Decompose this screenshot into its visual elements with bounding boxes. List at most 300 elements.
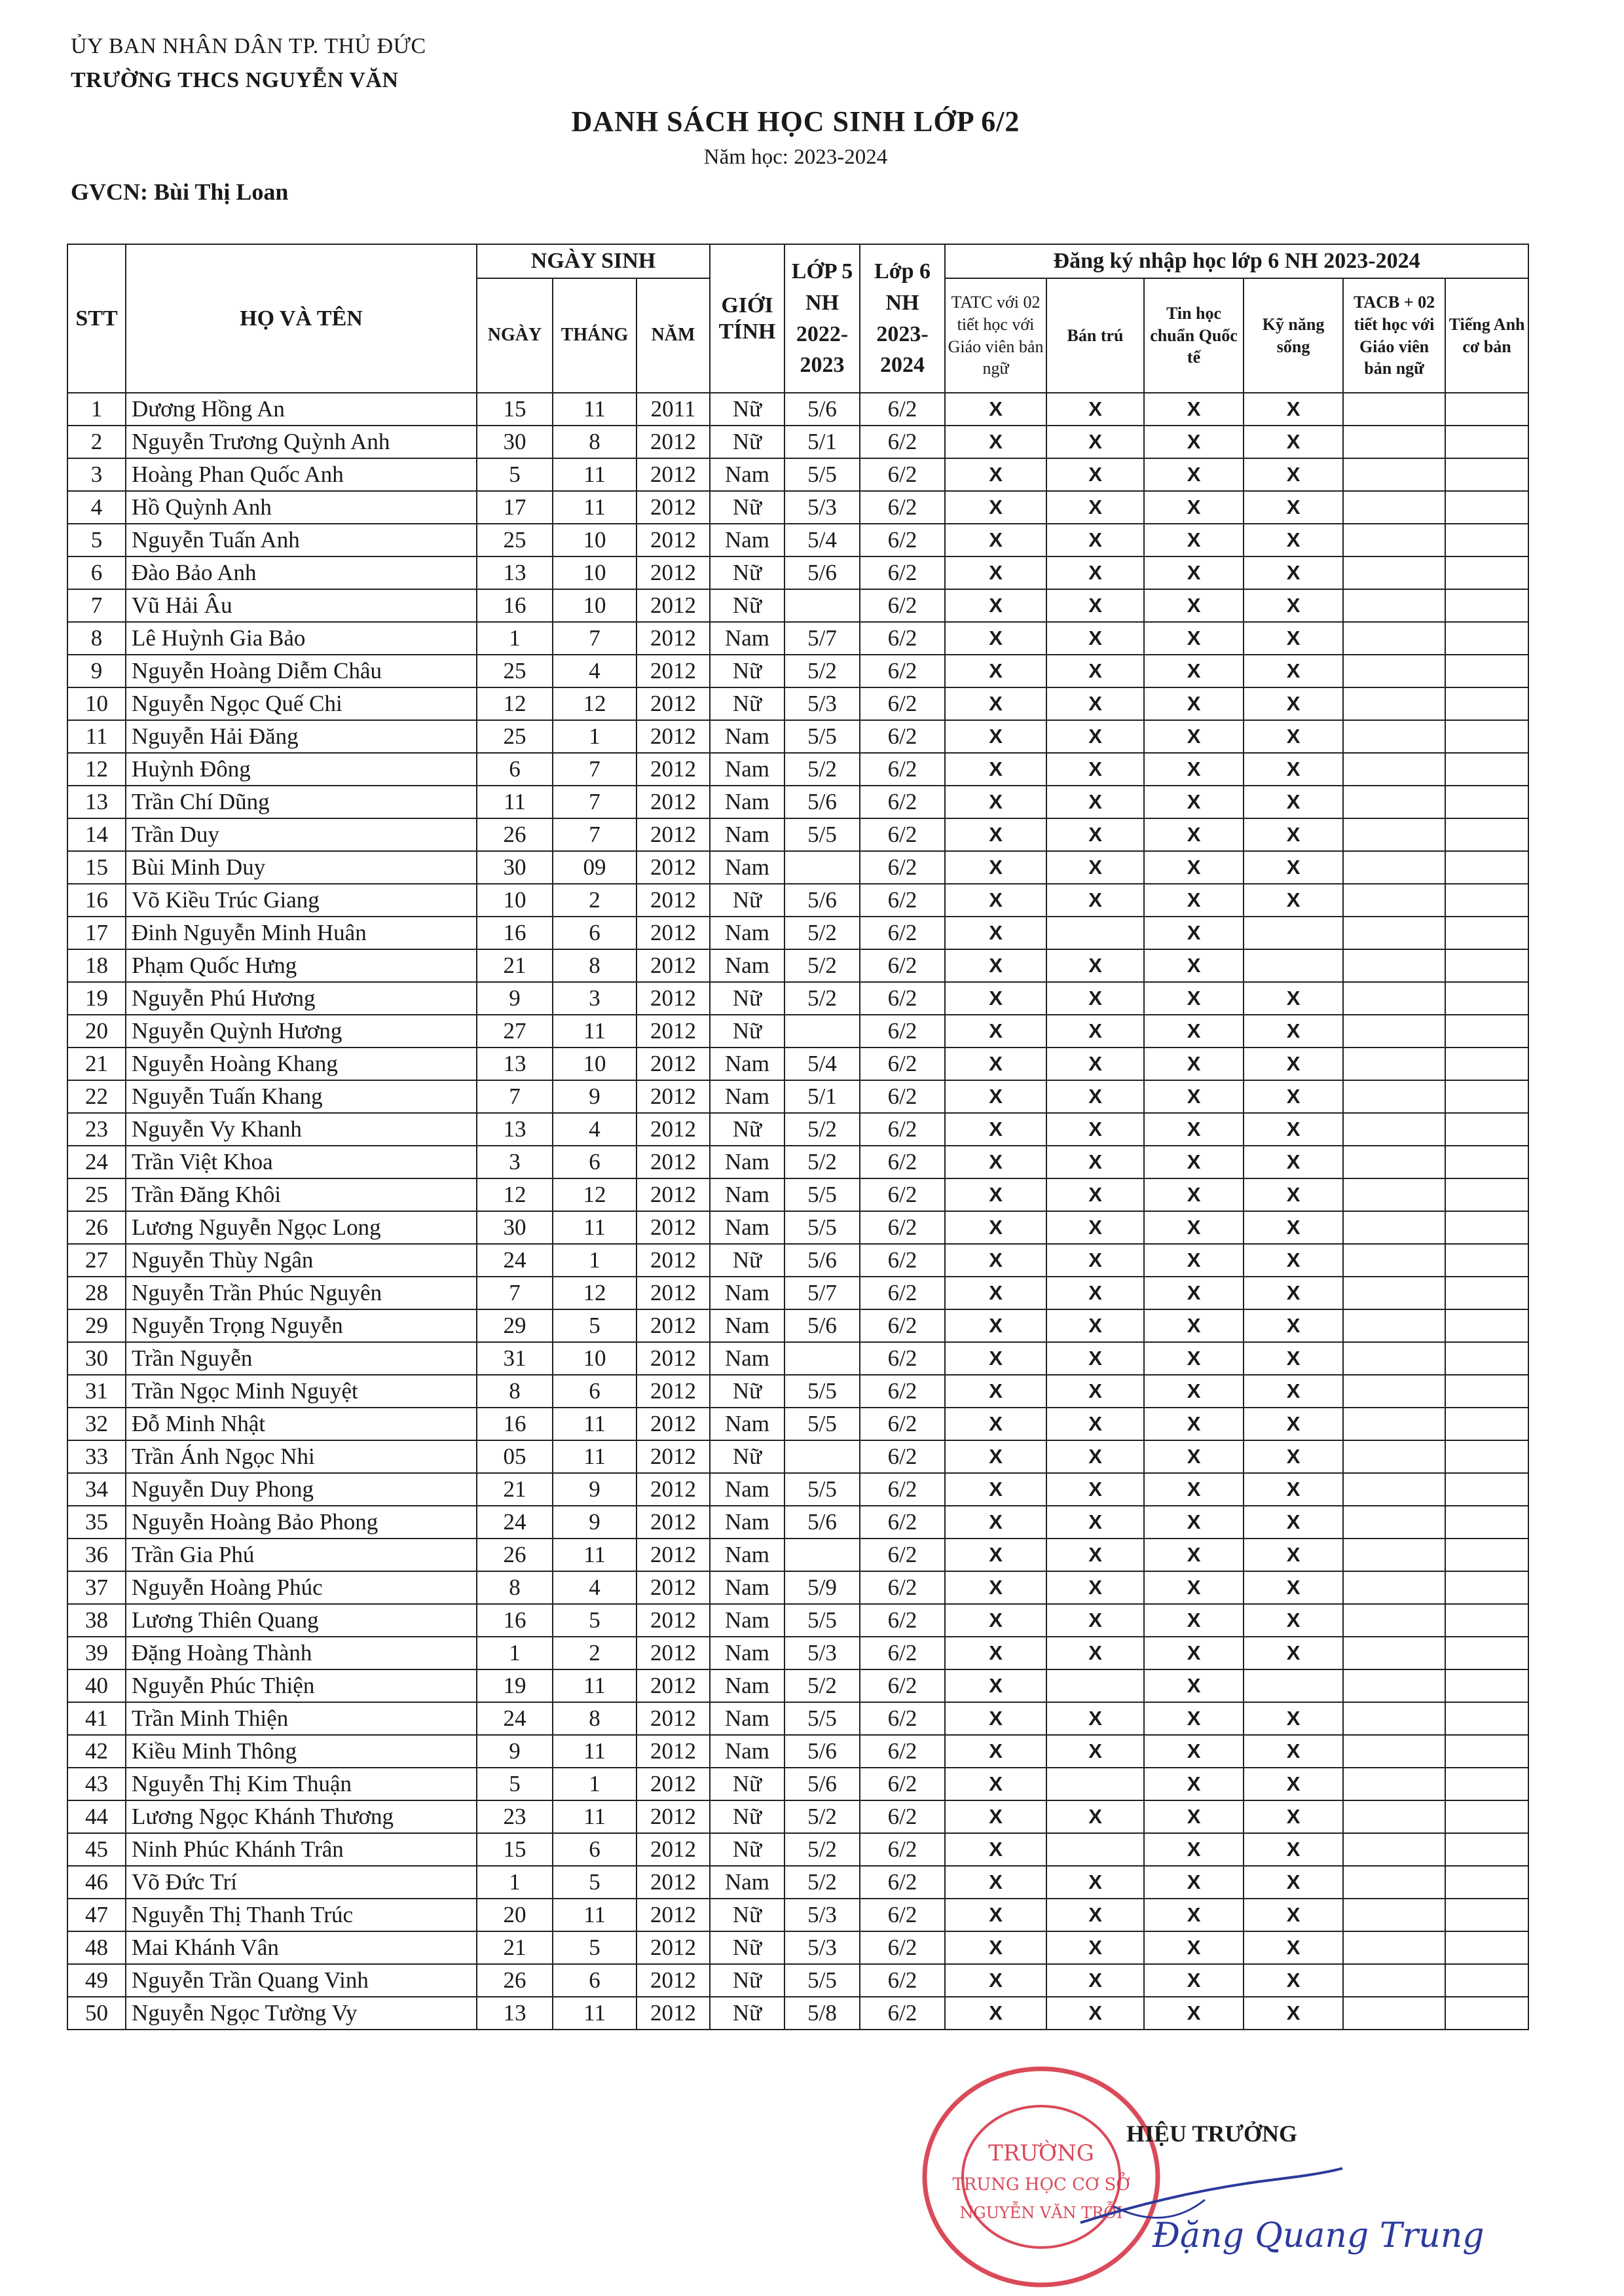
cell-class6: 6/2 [860,982,945,1015]
cell-gender: Nữ [710,982,784,1015]
cell-gender: Nữ [710,655,784,687]
cell-class6: 6/2 [860,556,945,589]
cell-kynang: X [1244,1506,1343,1539]
cell-name: Trần Ánh Ngọc Nhi [126,1440,477,1473]
cell-class6: 6/2 [860,851,945,884]
cell-class5 [784,1539,860,1571]
cell-tinhoc: X [1144,1244,1244,1277]
cell-year: 2012 [637,1440,710,1473]
cell-gender: Nam [710,949,784,982]
cell-tacb [1343,458,1445,491]
table-row [67,1309,1528,1342]
cell-class5: 5/5 [784,458,860,491]
cell-kynang: X [1244,1080,1343,1113]
table-row [67,1506,1528,1539]
cell-kynang: X [1244,1604,1343,1637]
cell-tacoban [1445,687,1528,720]
cell-month: 9 [553,1080,637,1113]
cell-tacb [1343,1571,1445,1604]
cell-tatc: X [945,1899,1046,1931]
cell-bantru: X [1046,589,1144,622]
cell-stt: 8 [67,622,126,655]
cell-tacoban [1445,1342,1528,1375]
cell-class5: 5/2 [784,917,860,949]
cell-bantru: X [1046,1604,1144,1637]
cell-class5: 5/5 [784,1604,860,1637]
cell-tacb [1343,1408,1445,1440]
cell-tatc: X [945,491,1046,524]
cell-tacoban [1445,1146,1528,1178]
cell-tacb [1343,1637,1445,1669]
cell-year: 2012 [637,1342,710,1375]
cell-tinhoc: X [1144,1506,1244,1539]
cell-month: 12 [553,1277,637,1309]
table-row [67,1342,1528,1375]
cell-tinhoc: X [1144,1833,1244,1866]
cell-month: 10 [553,1048,637,1080]
cell-name: Mai Khánh Vân [126,1931,477,1964]
cell-bantru: X [1046,524,1144,556]
cell-tacb [1343,426,1445,458]
cell-day: 15 [477,1833,553,1866]
cell-tatc: X [945,1473,1046,1506]
cell-tacb [1343,720,1445,753]
cell-year: 2012 [637,1473,710,1506]
cell-stt: 15 [67,851,126,884]
cell-class6: 6/2 [860,949,945,982]
cell-class6: 6/2 [860,1833,945,1866]
cell-name: Nguyễn Phú Hương [126,982,477,1015]
cell-year: 2012 [637,1604,710,1637]
table-row [67,1375,1528,1408]
cell-gender: Nữ [710,1768,784,1800]
cell-class6: 6/2 [860,884,945,917]
cell-tatc: X [945,1669,1046,1702]
cell-month: 12 [553,1178,637,1211]
cell-bantru: X [1046,655,1144,687]
cell-tacoban [1445,426,1528,458]
table-row [67,1113,1528,1146]
cell-class5: 5/6 [784,786,860,818]
cell-tatc: X [945,1211,1046,1244]
cell-month: 3 [553,982,637,1015]
cell-year: 2012 [637,1735,710,1768]
cell-tinhoc: X [1144,1735,1244,1768]
cell-day: 7 [477,1080,553,1113]
cell-class5: 5/4 [784,524,860,556]
cell-tatc: X [945,655,1046,687]
cell-kynang [1244,949,1343,982]
cell-bantru: X [1046,1571,1144,1604]
cell-tacb [1343,1015,1445,1048]
cell-bantru: X [1046,786,1144,818]
cell-kynang: X [1244,458,1343,491]
cell-class5: 5/2 [784,655,860,687]
cell-tatc: X [945,1015,1046,1048]
cell-stt: 33 [67,1440,126,1473]
cell-tatc: X [945,1604,1046,1637]
cell-tinhoc: X [1144,1440,1244,1473]
header-tacoban: Tiếng Anh cơ bản [1445,278,1528,393]
cell-kynang: X [1244,1244,1343,1277]
cell-stt: 48 [67,1931,126,1964]
cell-year: 2012 [637,1964,710,1997]
cell-tacoban [1445,949,1528,982]
cell-kynang: X [1244,1768,1343,1800]
cell-class6: 6/2 [860,1408,945,1440]
cell-tacb [1343,1113,1445,1146]
cell-gender: Nam [710,524,784,556]
cell-stt: 27 [67,1244,126,1277]
table-row [67,949,1528,982]
cell-gender: Nữ [710,687,784,720]
cell-stt: 36 [67,1539,126,1571]
cell-day: 16 [477,1408,553,1440]
cell-name: Nguyễn Ngọc Tường Vy [126,1997,477,2030]
cell-year: 2012 [637,884,710,917]
cell-class6: 6/2 [860,1702,945,1735]
cell-year: 2012 [637,1833,710,1866]
cell-tatc: X [945,458,1046,491]
cell-tinhoc: X [1144,1997,1244,2030]
cell-class5: 5/1 [784,426,860,458]
cell-tacoban [1445,1571,1528,1604]
cell-tacoban [1445,1931,1528,1964]
cell-month: 10 [553,589,637,622]
cell-month: 11 [553,1015,637,1048]
cell-tacoban [1445,720,1528,753]
cell-year: 2012 [637,1244,710,1277]
cell-class6: 6/2 [860,1768,945,1800]
cell-kynang: X [1244,622,1343,655]
cell-tacb [1343,1178,1445,1211]
cell-tacb [1343,1309,1445,1342]
cell-tacoban [1445,1048,1528,1080]
cell-class6: 6/2 [860,1048,945,1080]
cell-month: 4 [553,1571,637,1604]
cell-month: 12 [553,687,637,720]
cell-class5: 5/1 [784,1080,860,1113]
cell-tinhoc: X [1144,1146,1244,1178]
cell-tacb [1343,1342,1445,1375]
cell-tacoban [1445,917,1528,949]
cell-year: 2012 [637,1669,710,1702]
cell-stt: 25 [67,1178,126,1211]
cell-stt: 22 [67,1080,126,1113]
cell-tacb [1343,1931,1445,1964]
cell-bantru: X [1046,1866,1144,1899]
cell-tacb [1343,1833,1445,1866]
cell-class5: 5/5 [784,1178,860,1211]
cell-tacoban [1445,1833,1528,1866]
cell-gender: Nam [710,1178,784,1211]
cell-tacb [1343,1048,1445,1080]
cell-name: Võ Đức Trí [126,1866,477,1899]
cell-gender: Nam [710,1571,784,1604]
cell-stt: 10 [67,687,126,720]
cell-month: 2 [553,884,637,917]
cell-tacoban [1445,491,1528,524]
cell-class5: 5/9 [784,1571,860,1604]
cell-tacb [1343,622,1445,655]
cell-name: Nguyễn Thùy Ngân [126,1244,477,1277]
cell-tacb [1343,589,1445,622]
cell-day: 05 [477,1440,553,1473]
cell-gender: Nữ [710,1899,784,1931]
cell-gender: Nam [710,1146,784,1178]
cell-tatc: X [945,949,1046,982]
cell-month: 11 [553,458,637,491]
cell-name: Bùi Minh Duy [126,851,477,884]
table-row [67,1244,1528,1277]
cell-name: Phạm Quốc Hưng [126,949,477,982]
cell-name: Trần Ngọc Minh Nguyệt [126,1375,477,1408]
cell-tinhoc: X [1144,655,1244,687]
cell-class6: 6/2 [860,655,945,687]
cell-tacb [1343,818,1445,851]
cell-name: Huỳnh Đông [126,753,477,786]
cell-day: 8 [477,1571,553,1604]
cell-tacb [1343,524,1445,556]
cell-tacb [1343,1080,1445,1113]
cell-tatc: X [945,1506,1046,1539]
cell-year: 2012 [637,1571,710,1604]
cell-year: 2012 [637,1309,710,1342]
cell-name: Trần Chí Dũng [126,786,477,818]
cell-day: 9 [477,982,553,1015]
cell-tinhoc: X [1144,949,1244,982]
cell-tinhoc: X [1144,1964,1244,1997]
cell-day: 1 [477,1637,553,1669]
table-row [67,1440,1528,1473]
cell-class6: 6/2 [860,1080,945,1113]
svg-text:TRUNG HỌC CƠ SỞ: TRUNG HỌC CƠ SỞ [952,2175,1130,2195]
cell-tatc: X [945,1735,1046,1768]
cell-stt: 49 [67,1964,126,1997]
table-row [67,687,1528,720]
cell-year: 2012 [637,1048,710,1080]
cell-kynang: X [1244,1277,1343,1309]
cell-month: 8 [553,949,637,982]
cell-year: 2012 [637,556,710,589]
cell-month: 6 [553,1146,637,1178]
cell-bantru: X [1046,1931,1144,1964]
cell-name: Nguyễn Ngọc Quế Chi [126,687,477,720]
cell-name: Lương Nguyễn Ngọc Long [126,1211,477,1244]
cell-bantru: X [1046,1800,1144,1833]
cell-stt: 9 [67,655,126,687]
cell-year: 2012 [637,426,710,458]
school-name: TRƯỜNG THCS NGUYỄN VĂN [71,68,399,92]
cell-day: 24 [477,1702,553,1735]
cell-day: 16 [477,917,553,949]
cell-tinhoc: X [1144,1473,1244,1506]
table-row [67,851,1528,884]
cell-name: Nguyễn Thị Kim Thuận [126,1768,477,1800]
cell-stt: 26 [67,1211,126,1244]
cell-day: 19 [477,1669,553,1702]
cell-day: 29 [477,1309,553,1342]
cell-kynang: X [1244,1702,1343,1735]
table-row [67,1964,1528,1997]
cell-tacb [1343,1244,1445,1277]
cell-class5: 5/6 [784,884,860,917]
cell-name: Nguyễn Tuấn Khang [126,1080,477,1113]
cell-tacoban [1445,1473,1528,1506]
cell-tinhoc: X [1144,884,1244,917]
cell-class6: 6/2 [860,1931,945,1964]
table-row [67,1178,1528,1211]
cell-tatc: X [945,1997,1046,2030]
cell-month: 6 [553,1833,637,1866]
cell-tatc: X [945,982,1046,1015]
cell-gender: Nữ [710,1800,784,1833]
cell-tacb [1343,1669,1445,1702]
cell-tacoban [1445,524,1528,556]
cell-class6: 6/2 [860,1440,945,1473]
cell-day: 20 [477,1899,553,1931]
cell-class6: 6/2 [860,1735,945,1768]
cell-tacb [1343,1997,1445,2030]
cell-kynang: X [1244,1571,1343,1604]
cell-name: Đỗ Minh Nhật [126,1408,477,1440]
cell-day: 21 [477,949,553,982]
cell-bantru: X [1046,1342,1144,1375]
cell-kynang: X [1244,1309,1343,1342]
cell-month: 11 [553,1735,637,1768]
cell-gender: Nam [710,1702,784,1735]
cell-tacoban [1445,818,1528,851]
cell-gender: Nữ [710,1964,784,1997]
cell-gender: Nữ [710,1015,784,1048]
cell-kynang: X [1244,1048,1343,1080]
cell-tatc: X [945,1571,1046,1604]
cell-stt: 39 [67,1637,126,1669]
cell-tinhoc: X [1144,1604,1244,1637]
cell-name: Trần Đăng Khôi [126,1178,477,1211]
cell-tinhoc: X [1144,393,1244,426]
cell-month: 9 [553,1473,637,1506]
cell-year: 2012 [637,1277,710,1309]
cell-tinhoc: X [1144,1113,1244,1146]
cell-tacb [1343,1899,1445,1931]
cell-stt: 41 [67,1702,126,1735]
cell-day: 21 [477,1473,553,1506]
cell-bantru: X [1046,687,1144,720]
cell-tacb [1343,949,1445,982]
header-class5: LỚP 5 NH 2022-2023 [784,244,860,393]
table-row [67,982,1528,1015]
cell-class6: 6/2 [860,622,945,655]
table-row [67,917,1528,949]
cell-class5: 5/5 [784,1375,860,1408]
cell-tatc: X [945,851,1046,884]
cell-tinhoc: X [1144,786,1244,818]
cell-gender: Nữ [710,1244,784,1277]
cell-tacoban [1445,982,1528,1015]
cell-day: 13 [477,556,553,589]
cell-tatc: X [945,426,1046,458]
header-birth: NGÀY SINH [477,244,710,278]
cell-class6: 6/2 [860,818,945,851]
header-kynang: Kỹ năng sống [1244,278,1343,393]
cell-class5: 5/3 [784,491,860,524]
cell-year: 2012 [637,1146,710,1178]
cell-year: 2012 [637,1080,710,1113]
cell-kynang: X [1244,1408,1343,1440]
cell-stt: 14 [67,818,126,851]
cell-tacb [1343,687,1445,720]
cell-day: 13 [477,1997,553,2030]
cell-name: Trần Minh Thiện [126,1702,477,1735]
cell-gender: Nữ [710,1375,784,1408]
principal-signature-name: Đặng Quang Trung [1153,2216,1485,2255]
cell-stt: 30 [67,1342,126,1375]
cell-class5: 5/3 [784,1899,860,1931]
cell-stt: 34 [67,1473,126,1506]
cell-kynang: X [1244,556,1343,589]
cell-class5: 5/2 [784,1113,860,1146]
cell-name: Nguyễn Hoàng Phúc [126,1571,477,1604]
cell-class6: 6/2 [860,458,945,491]
cell-day: 21 [477,1931,553,1964]
cell-tacoban [1445,1899,1528,1931]
cell-tacb [1343,655,1445,687]
table-row [67,753,1528,786]
cell-tacb [1343,1146,1445,1178]
cell-tatc: X [945,917,1046,949]
cell-day: 30 [477,1211,553,1244]
cell-class5 [784,1015,860,1048]
cell-bantru: X [1046,1211,1144,1244]
table-row [67,1899,1528,1931]
cell-year: 2012 [637,1931,710,1964]
cell-kynang: X [1244,426,1343,458]
cell-name: Nguyễn Tuấn Anh [126,524,477,556]
cell-class6: 6/2 [860,1571,945,1604]
cell-kynang: X [1244,720,1343,753]
cell-class6: 6/2 [860,1473,945,1506]
cell-year: 2012 [637,1178,710,1211]
cell-class5: 5/2 [784,753,860,786]
cell-kynang: X [1244,982,1343,1015]
table-row [67,1833,1528,1866]
cell-stt: 7 [67,589,126,622]
cell-tinhoc: X [1144,818,1244,851]
cell-tacb [1343,393,1445,426]
cell-month: 11 [553,1211,637,1244]
table-row [67,884,1528,917]
cell-day: 31 [477,1342,553,1375]
table-row [67,1080,1528,1113]
cell-year: 2012 [637,458,710,491]
cell-class6: 6/2 [860,786,945,818]
cell-tinhoc: X [1144,720,1244,753]
cell-tacb [1343,1800,1445,1833]
cell-stt: 29 [67,1309,126,1342]
cell-tinhoc: X [1144,622,1244,655]
table-row [67,589,1528,622]
cell-tatc: X [945,720,1046,753]
cell-gender: Nữ [710,1440,784,1473]
cell-day: 15 [477,393,553,426]
table-row [67,622,1528,655]
cell-tacoban [1445,556,1528,589]
cell-bantru: X [1046,491,1144,524]
cell-kynang: X [1244,687,1343,720]
cell-day: 11 [477,786,553,818]
cell-gender: Nam [710,720,784,753]
